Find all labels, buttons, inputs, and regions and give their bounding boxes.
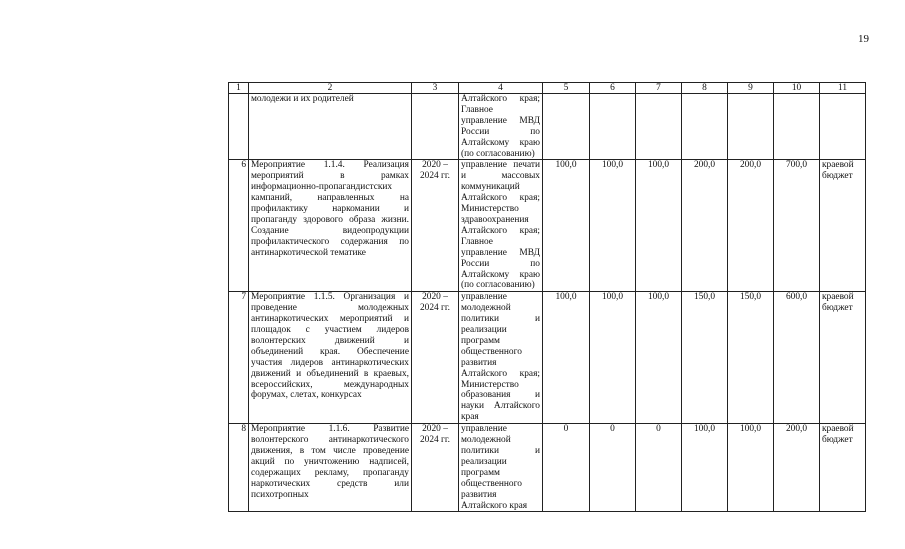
executor-cell: управление молодежной политики и реализации программ общественного развития Алтайского края; Министерство образования и науки Алтайского края bbox=[459, 292, 543, 424]
value-cell: 100,0 bbox=[543, 292, 590, 424]
executor-cell: управление молодежной политики и реализации программ общественного развития Алтайского края bbox=[459, 424, 543, 512]
value-cell: 200,0 bbox=[774, 424, 820, 512]
value-cell: 200,0 bbox=[682, 160, 728, 292]
value-cell: 150,0 bbox=[682, 292, 728, 424]
value-cell: 100,0 bbox=[543, 160, 590, 292]
executor-cell: управление печати и массовых коммуникаций Алтайского края; Министерство здравоохранения Алтайского края; Главное управление МВД России по Алтайскому краю (по согласованию) bbox=[459, 160, 543, 292]
value-cell: 0 bbox=[543, 424, 590, 512]
column-header: 1 bbox=[229, 83, 249, 94]
executor-cell: Алтайского края; Главное управление МВД России по Алтайскому краю (по согласованию) bbox=[459, 94, 543, 160]
value-cell: 0 bbox=[590, 424, 636, 512]
period-cell: 2020 – 2024 гг. bbox=[412, 160, 459, 292]
period-cell bbox=[412, 94, 459, 160]
column-header: 9 bbox=[728, 83, 774, 94]
activity-cell: Мероприятие 1.1.5. Организация и проведение молодежных антинаркотических мероприятий и площадок с участием лидеров волонтерских движений и объединений края. Обеспечение участия лидеров антинаркотических движений и объединений в краевых, всероссийских, международных форумах, слетах, конкурсах bbox=[249, 292, 412, 424]
activity-cell: Мероприятие 1.1.4. Реализация мероприятий в рамках информационно-пропагандистских кампаний, направленных на профилактику наркомании и пропаганду здорового образа жизни. Создание видеопродукции профилактического содержания по антинаркотической тематике bbox=[249, 160, 412, 292]
table-row bbox=[229, 94, 866, 160]
page-number: 19 bbox=[858, 33, 869, 45]
value-cell: 100,0 bbox=[682, 424, 728, 512]
value-cell: 100,0 bbox=[728, 424, 774, 512]
value-cell bbox=[590, 94, 636, 160]
value-cell: 150,0 bbox=[728, 292, 774, 424]
value-cell: 700,0 bbox=[774, 160, 820, 292]
column-header: 4 bbox=[459, 83, 543, 94]
column-header: 3 bbox=[412, 83, 459, 94]
activity-cell: молодежи и их родителей bbox=[249, 94, 412, 160]
value-cell bbox=[728, 94, 774, 160]
value-cell: 100,0 bbox=[590, 292, 636, 424]
value-cell: 100,0 bbox=[636, 292, 682, 424]
table-row bbox=[229, 424, 866, 512]
source-cell bbox=[820, 94, 866, 160]
header-row bbox=[229, 83, 866, 94]
row-number bbox=[229, 94, 249, 160]
column-header: 2 bbox=[249, 83, 412, 94]
column-header: 7 bbox=[636, 83, 682, 94]
value-cell bbox=[682, 94, 728, 160]
program-table bbox=[228, 82, 866, 512]
value-cell: 100,0 bbox=[636, 160, 682, 292]
value-cell bbox=[774, 94, 820, 160]
value-cell bbox=[543, 94, 590, 160]
table-row bbox=[229, 160, 866, 292]
row-number: 7 bbox=[229, 292, 249, 424]
table-row bbox=[229, 292, 866, 424]
value-cell: 200,0 bbox=[728, 160, 774, 292]
column-header: 8 bbox=[682, 83, 728, 94]
column-header: 11 bbox=[820, 83, 866, 94]
source-cell: краевой бюджет bbox=[820, 292, 866, 424]
column-header: 6 bbox=[590, 83, 636, 94]
value-cell bbox=[636, 94, 682, 160]
row-number: 6 bbox=[229, 160, 249, 292]
column-header: 5 bbox=[543, 83, 590, 94]
value-cell: 0 bbox=[636, 424, 682, 512]
value-cell: 100,0 bbox=[590, 160, 636, 292]
row-number: 8 bbox=[229, 424, 249, 512]
column-header: 10 bbox=[774, 83, 820, 94]
source-cell: краевой бюджет bbox=[820, 160, 866, 292]
period-cell: 2020 – 2024 гг. bbox=[412, 424, 459, 512]
source-cell: краевой бюджет bbox=[820, 424, 866, 512]
activity-cell: Мероприятие 1.1.6. Развитие волонтерского антинаркотического движения, в том числе проведение акций по уничтожению надписей, содержащих рекламу, пропаганду наркотических средств или психотропных bbox=[249, 424, 412, 512]
period-cell: 2020 – 2024 гг. bbox=[412, 292, 459, 424]
value-cell: 600,0 bbox=[774, 292, 820, 424]
